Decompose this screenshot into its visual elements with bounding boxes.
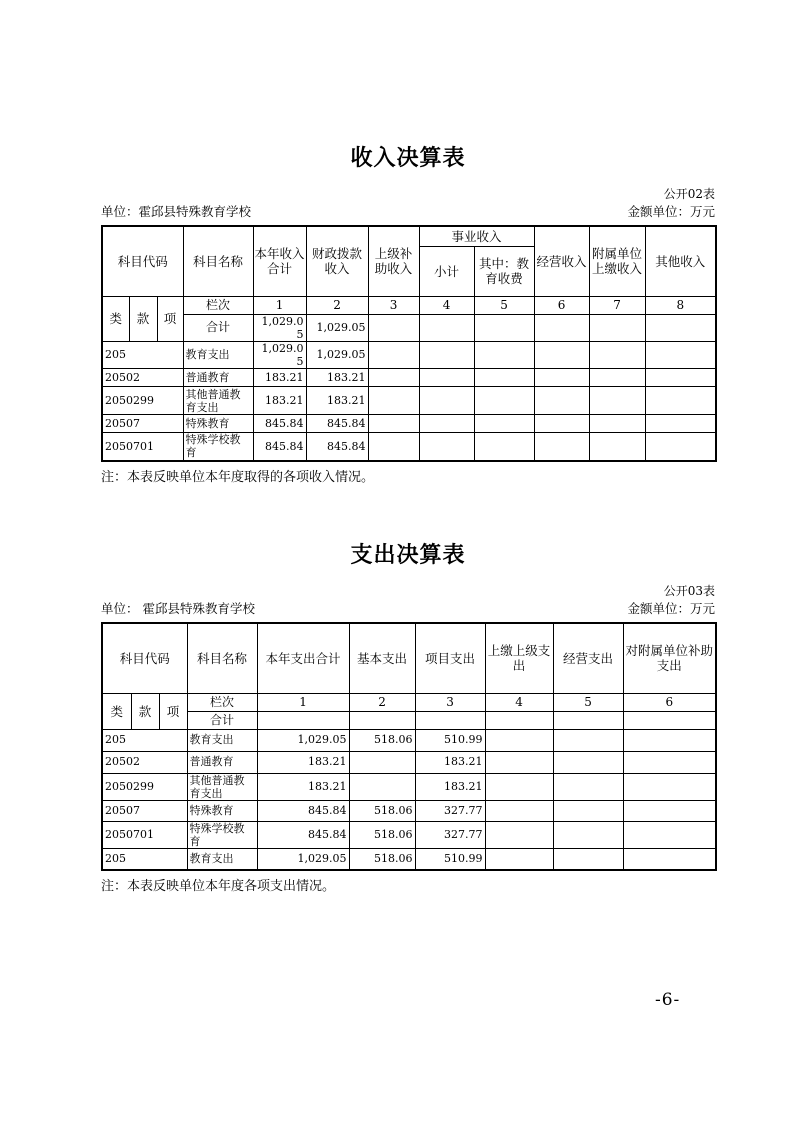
table-row [102, 341, 716, 368]
total-value [257, 711, 349, 729]
value-cell: 845.84 [306, 433, 368, 461]
lanci-label: 栏次 [183, 296, 253, 314]
header-class: 类 [102, 693, 131, 729]
value-cell [623, 821, 716, 848]
header-subject-name: 科目名称 [187, 623, 257, 693]
value-cell [553, 751, 623, 773]
column-number: 8 [645, 296, 716, 314]
expenditure-section [101, 544, 715, 894]
value-cell: 1,029.05 [257, 729, 349, 751]
value-cell: 845.84 [257, 821, 349, 848]
total-value [589, 314, 645, 341]
value-cell [645, 415, 716, 433]
total-label: 合计 [183, 314, 253, 341]
value-cell: 845.84 [257, 800, 349, 821]
column-number: 6 [623, 693, 716, 711]
value-cell [474, 341, 534, 368]
total-value [349, 711, 415, 729]
value-cell [589, 341, 645, 368]
header-year-income-total: 本年收入合计 [253, 226, 306, 296]
expenditure-table [101, 622, 717, 871]
value-cell [349, 773, 415, 800]
value-cell: 510.99 [415, 849, 485, 870]
income-amount-unit: 金额单位：万元 [627, 204, 715, 219]
code-cell: 2050701 [102, 433, 183, 461]
total-value [534, 314, 589, 341]
value-cell: 183.21 [306, 387, 368, 415]
value-cell: 183.21 [253, 387, 306, 415]
column-number: 3 [368, 296, 419, 314]
header-operating-expenditure: 经营支出 [553, 623, 623, 693]
total-label: 合计 [187, 711, 257, 729]
table-row [102, 849, 716, 870]
value-cell [349, 751, 415, 773]
page-number: -6- [655, 990, 681, 1010]
value-cell: 1,029.05 [257, 849, 349, 870]
value-cell [419, 415, 474, 433]
column-number: 1 [253, 296, 306, 314]
value-cell: 510.99 [415, 729, 485, 751]
name-cell: 特殊教育 [183, 415, 253, 433]
total-value: 1,029.05 [306, 314, 368, 341]
value-cell [553, 773, 623, 800]
income-table-title: 收入决算表 [350, 146, 466, 171]
name-cell: 教育支出 [187, 729, 257, 751]
value-cell: 183.21 [257, 773, 349, 800]
table-row [102, 821, 716, 848]
total-value [553, 711, 623, 729]
header-section: 款 [131, 693, 159, 729]
value-cell: 845.84 [306, 415, 368, 433]
value-cell [368, 369, 419, 387]
total-value [645, 314, 716, 341]
code-cell: 205 [102, 341, 183, 368]
column-number: 3 [415, 693, 485, 711]
value-cell: 845.84 [253, 415, 306, 433]
value-cell: 518.06 [349, 800, 415, 821]
table-row [102, 433, 716, 461]
value-cell [419, 341, 474, 368]
total-value [485, 711, 553, 729]
value-cell [368, 387, 419, 415]
value-cell [623, 773, 716, 800]
value-cell: 183.21 [306, 369, 368, 387]
value-cell [534, 415, 589, 433]
table-row [102, 387, 716, 415]
value-cell [419, 369, 474, 387]
income-table-code: 公开02表 [663, 187, 715, 201]
code-cell: 2050299 [102, 387, 183, 415]
value-cell [589, 387, 645, 415]
table-row [102, 800, 716, 821]
income-table [101, 225, 717, 462]
name-cell: 特殊学校教育 [183, 433, 253, 461]
value-cell: 1,029.05 [306, 341, 368, 368]
table-row [102, 369, 716, 387]
name-cell: 其他普通教育支出 [187, 773, 257, 800]
column-number: 1 [257, 693, 349, 711]
expenditure-note: 注：本表反映单位本年度各项支出情况。 [101, 878, 336, 894]
value-cell [474, 415, 534, 433]
value-cell [589, 369, 645, 387]
column-number: 2 [349, 693, 415, 711]
header-education-fee: 其中：教育收费 [474, 246, 534, 296]
value-cell [553, 849, 623, 870]
header-operating-income: 经营收入 [534, 226, 589, 296]
header-item: 项 [159, 693, 187, 729]
total-value [415, 711, 485, 729]
table-row [102, 415, 716, 433]
expenditure-amount-unit: 金额单位：万元 [627, 601, 715, 616]
value-cell [645, 341, 716, 368]
value-cell: 518.06 [349, 729, 415, 751]
code-cell: 205 [102, 729, 187, 751]
value-cell: 518.06 [349, 821, 415, 848]
income-unit-label: 单位：霍邱县特殊教育学校 [101, 204, 252, 219]
header-section: 款 [129, 296, 157, 341]
value-cell [623, 849, 716, 870]
header-subject-name: 科目名称 [183, 226, 253, 296]
total-value [419, 314, 474, 341]
value-cell [474, 433, 534, 461]
column-number: 4 [485, 693, 553, 711]
header-subtotal: 小计 [419, 246, 474, 296]
name-cell: 其他普通教育支出 [183, 387, 253, 415]
code-cell: 20507 [102, 800, 187, 821]
name-cell: 教育支出 [187, 849, 257, 870]
header-class: 类 [102, 296, 129, 341]
code-cell: 20502 [102, 751, 187, 773]
value-cell [419, 433, 474, 461]
value-cell: 1,029.05 [253, 341, 306, 368]
value-cell [368, 433, 419, 461]
table-row [102, 773, 716, 800]
value-cell [419, 387, 474, 415]
name-cell: 特殊学校教育 [187, 821, 257, 848]
value-cell [485, 773, 553, 800]
code-cell: 20507 [102, 415, 183, 433]
total-value [623, 711, 716, 729]
value-cell [485, 800, 553, 821]
header-subject-code: 科目代码 [102, 226, 183, 296]
header-item: 项 [157, 296, 183, 341]
header-fiscal-appropriation: 财政拨款收入 [306, 226, 368, 296]
value-cell [553, 821, 623, 848]
value-cell [623, 800, 716, 821]
value-cell: 183.21 [257, 751, 349, 773]
total-value [368, 314, 419, 341]
header-superior-payment: 上缴上级支出 [485, 623, 553, 693]
value-cell [485, 849, 553, 870]
header-subject-code: 科目代码 [102, 623, 187, 693]
column-number: 4 [419, 296, 474, 314]
value-cell [623, 751, 716, 773]
value-cell [645, 369, 716, 387]
code-cell: 205 [102, 849, 187, 870]
value-cell [534, 387, 589, 415]
value-cell [368, 415, 419, 433]
column-number: 5 [553, 693, 623, 711]
value-cell [589, 433, 645, 461]
expenditure-table-code: 公开03表 [663, 584, 715, 598]
value-cell: 183.21 [253, 369, 306, 387]
value-cell [534, 341, 589, 368]
expenditure-unit-label: 单位： 霍邱县特殊教育学校 [101, 601, 255, 616]
value-cell [368, 341, 419, 368]
value-cell [553, 800, 623, 821]
header-business-income: 事业收入 [419, 226, 534, 246]
value-cell [485, 821, 553, 848]
code-cell: 20502 [102, 369, 183, 387]
value-cell [623, 729, 716, 751]
name-cell: 普通教育 [187, 751, 257, 773]
header-other-income: 其他收入 [645, 226, 716, 296]
name-cell: 教育支出 [183, 341, 253, 368]
value-cell: 327.77 [415, 821, 485, 848]
expenditure-table-title: 支出决算表 [350, 543, 466, 568]
value-cell: 845.84 [253, 433, 306, 461]
income-section [101, 147, 715, 485]
column-number: 2 [306, 296, 368, 314]
value-cell: 183.21 [415, 751, 485, 773]
value-cell: 183.21 [415, 773, 485, 800]
total-value [474, 314, 534, 341]
value-cell [553, 729, 623, 751]
income-note: 注：本表反映单位本年度取得的各项收入情况。 [101, 469, 375, 485]
value-cell [645, 433, 716, 461]
value-cell [474, 369, 534, 387]
value-cell [474, 387, 534, 415]
value-cell [485, 729, 553, 751]
value-cell [589, 415, 645, 433]
name-cell: 特殊教育 [187, 800, 257, 821]
header-basic-expenditure: 基本支出 [349, 623, 415, 693]
header-superior-subsidy: 上级补助收入 [368, 226, 419, 296]
code-cell: 2050299 [102, 773, 187, 800]
value-cell: 518.06 [349, 849, 415, 870]
value-cell [645, 387, 716, 415]
column-number: 5 [474, 296, 534, 314]
table-row [102, 751, 716, 773]
header-affiliated-subsidy: 对附属单位补助支出 [623, 623, 716, 693]
header-affiliated-income: 附属单位上缴收入 [589, 226, 645, 296]
header-project-expenditure: 项目支出 [415, 623, 485, 693]
total-value: 1,029.05 [253, 314, 306, 341]
value-cell [485, 751, 553, 773]
value-cell [534, 433, 589, 461]
lanci-label: 栏次 [187, 693, 257, 711]
column-number: 6 [534, 296, 589, 314]
name-cell: 普通教育 [183, 369, 253, 387]
column-number: 7 [589, 296, 645, 314]
value-cell: 327.77 [415, 800, 485, 821]
value-cell [534, 369, 589, 387]
table-row [102, 729, 716, 751]
code-cell: 2050701 [102, 821, 187, 848]
header-year-expenditure-total: 本年支出合计 [257, 623, 349, 693]
